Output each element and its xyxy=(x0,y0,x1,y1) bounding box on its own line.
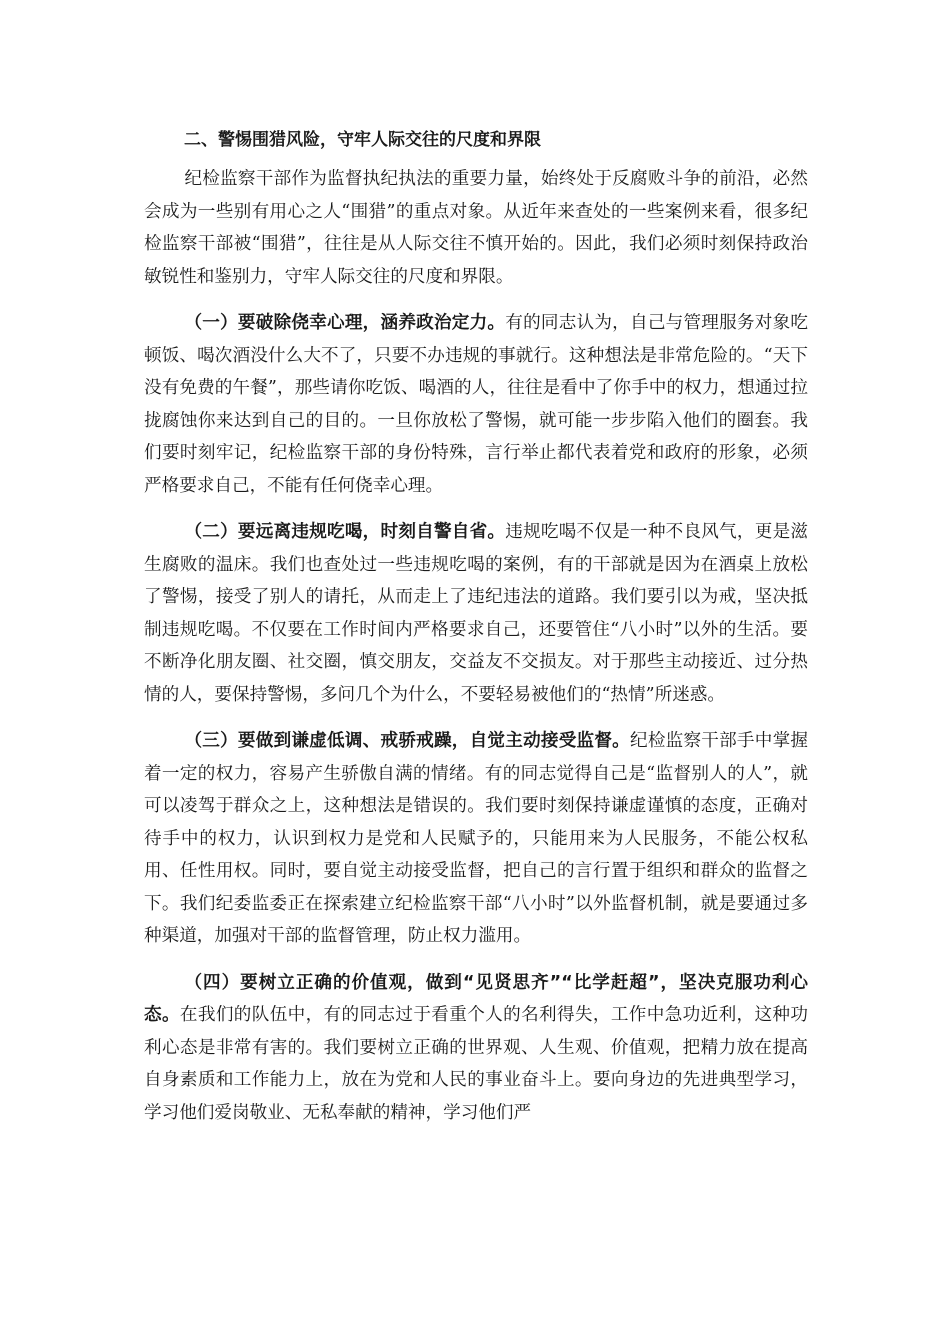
paragraph-3 xyxy=(144,725,808,953)
paragraph-4-body: 在我们的队伍中，有的同志过于看重个人的名利得失，工作中急功近利，这种功利心态是非常有害的。我们要树立正确的世界观、人生观、价值观，把精力放在提高自身素质和工作能力上，放在为党和人民的事业奋斗上。要向身边的先进典型学习，学习他们爱岗敬业、无私奉献的精神，学习他们严 xyxy=(144,1005,808,1123)
paragraph-4-lead: （四）要树立正确的价值观，做到“见贤思齐”“比学赶超”，坚决克服功利心态。 xyxy=(144,972,808,1025)
paragraph-1-lead: （一）要破除侥幸心理，涵养政治定力。 xyxy=(184,313,506,333)
paragraph-3-lead: （三）要做到谦虚低调、戒骄戒躁，自觉主动接受监督。 xyxy=(184,731,630,751)
paragraph-1-body: 有的同志认为，自己与管理服务对象吃顿饭、喝次酒没什么大不了，只要不办违规的事就行。这种想法是非常危险的。“天下没有免费的午餐”，那些请你吃饭、喝酒的人，往往是看中了你手中的权力，想通过拉拢腐蚀你来达到自己的目的。一旦你放松了警惕，就可能一步步陷入他们的圈套。我们要时刻牢记，纪检监察干部的身份特殊，言行举止都代表着党和政府的形象，必须严格要求自己，不能有任何侥幸心理。 xyxy=(144,313,808,496)
paragraph-1 xyxy=(144,307,808,502)
document-page xyxy=(144,124,808,1143)
paragraph-2-body: 违规吃喝不仅是一种不良风气，更是滋生腐败的温床。我们也查处过一些违规吃喝的案例，有的干部就是因为在酒桌上放松了警惕，接受了别人的请托，从而走上了违纪违法的道路。我们要引以为戒，坚决抵制违规吃喝。不仅要在工作时间内严格要求自己，还要管住“八小时”以外的生活。要不断净化朋友圈、社交圈，慎交朋友，交益友不交损友。对于那些主动接近、过分热情的人，要保持警惕，多问几个为什么，不要轻易被他们的“热情”所迷惑。 xyxy=(144,522,808,705)
paragraph-2-lead: （二）要远离违规吃喝，时刻自警自省。 xyxy=(184,522,506,542)
paragraph-4 xyxy=(144,967,808,1130)
paragraph-3-body: 纪检监察干部手中掌握着一定的权力，容易产生骄傲自满的情绪。有的同志觉得自己是“监督别人的人”，就可以凌驾于群众之上，这种想法是错误的。我们要时刻保持谦虚谨慎的态度，正确对待手中的权力，认识到权力是党和人民赋予的，只能用来为人民服务，不能公权私用、任性用权。同时，要自觉主动接受监督，把自己的言行置于组织和群众的监督之下。我们纪委监委正在探索建立纪检监察干部“八小时”以外监督机制，就是要通过多种渠道，加强对干部的监督管理，防止权力滥用。 xyxy=(144,731,808,946)
intro-paragraph: 纪检监察干部作为监督执纪执法的重要力量，始终处于反腐败斗争的前沿，必然会成为一些别有用心之人“围猎”的重点对象。从近年来查处的一些案例来看，很多纪检监察干部被“围猎”，往往是从人际交往不慎开始的。因此，我们必须时刻保持政治敏锐性和鉴别力，守牢人际交往的尺度和界限。 xyxy=(144,169,808,287)
section-heading: 二、警惕围猎风险，守牢人际交往的尺度和界限 xyxy=(184,130,541,150)
paragraph-2 xyxy=(144,516,808,711)
